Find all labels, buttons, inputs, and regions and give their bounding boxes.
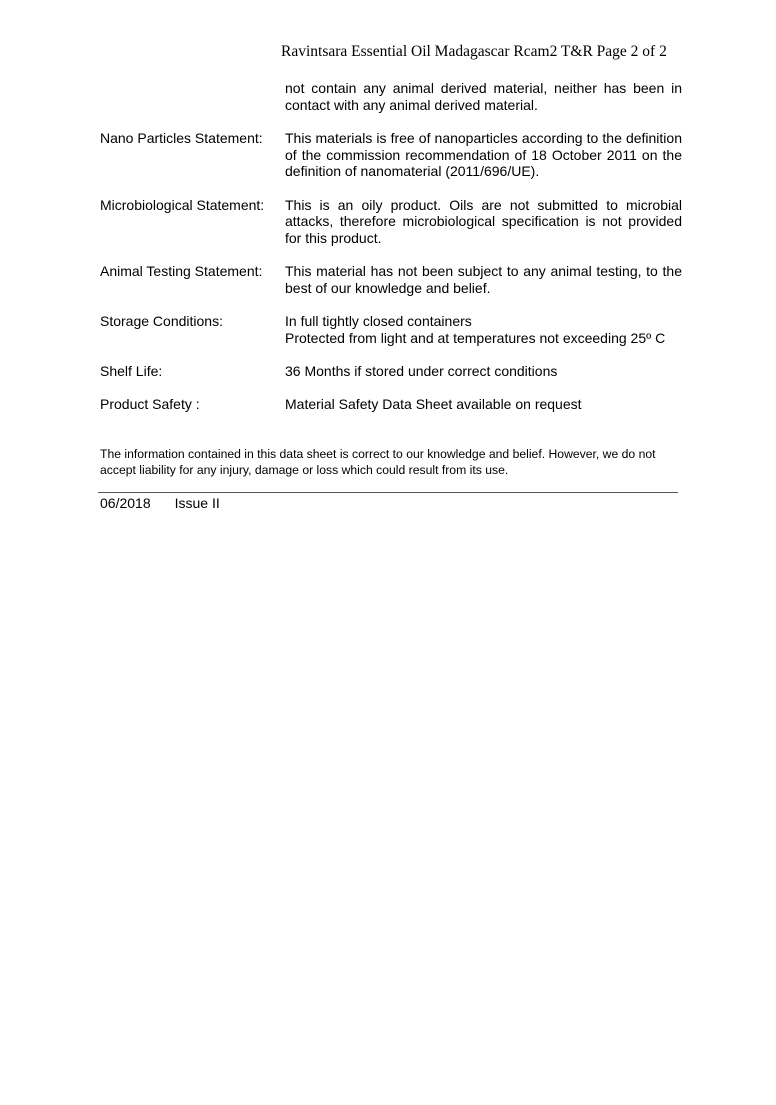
statement-label: Nano Particles Statement: <box>100 129 263 146</box>
statement-label: Microbiological Statement: <box>100 196 265 213</box>
statement-row-shelf-life <box>100 363 682 380</box>
statement-value: This material has not been subject to any animal testing, to the best of our knowledge and belief. <box>285 263 682 296</box>
statement-value: Material Safety Data Sheet available on request <box>285 396 582 413</box>
statement-row-product-safety <box>100 396 682 413</box>
footer-divider <box>98 492 678 493</box>
document-body <box>100 80 682 429</box>
statement-label: Animal Testing Statement: <box>100 263 263 280</box>
storage-line-2: Protected from light and at temperatures not exceeding 25º C <box>285 329 666 346</box>
continuation-text: not contain any animal derived material, neither has been in contact with any animal derived material. <box>285 80 682 113</box>
statement-row-microbiological <box>100 197 682 247</box>
statement-row-animal-testing <box>100 263 682 296</box>
statement-value <box>285 313 682 346</box>
statement-value: 36 Months if stored under correct conditions <box>285 362 558 379</box>
statement-value: This is an oily product. Oils are not submitted to microbial attacks, therefore microbiological specification is not provided for this product. <box>285 196 682 246</box>
continuation-row <box>100 80 682 113</box>
statement-row-nano-particles <box>100 130 682 180</box>
statement-label: Shelf Life: <box>100 362 163 379</box>
page-header: Ravintsara Essential Oil Madagascar Rcam2 T&R Page 2 of 2 <box>281 43 667 60</box>
statement-row-storage-conditions <box>100 313 682 346</box>
statement-label: Storage Conditions: <box>100 313 223 330</box>
footer <box>100 495 220 511</box>
statement-label: Product Safety : <box>100 396 200 413</box>
storage-line-1: In full tightly closed containers <box>285 313 472 330</box>
footer-date: 06/2018 <box>100 495 151 511</box>
continuation-label-spacer <box>100 80 285 113</box>
disclaimer-text: The information contained in this data sheet is correct to our knowledge and belief. However, we do not accept liability for any injury, damage or loss which could result from its use. <box>100 447 656 477</box>
footer-issue: Issue II <box>174 495 220 511</box>
statement-value: This materials is free of nanoparticles according to the definition of the commission recommendation of 18 October 2011 on the definition of nanomaterial (2011/696/UE). <box>285 129 682 180</box>
